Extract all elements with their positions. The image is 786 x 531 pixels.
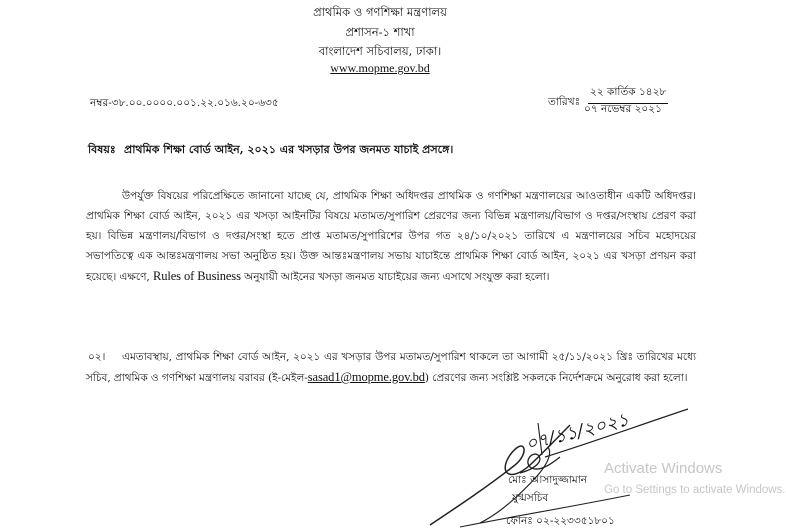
date-gregorian: ০৭ নভেম্বর ২০২১: [584, 103, 662, 115]
paragraph-1: [86, 186, 696, 287]
signatory-name: মোঃ আসাদুজ্জামান: [508, 474, 588, 486]
subject-label: বিষয়ঃ: [88, 143, 116, 156]
branch-name: প্রশাসন-১ শাখা: [345, 25, 415, 39]
activation-watermark-subtitle: Go to Settings to activate Windows.: [604, 484, 786, 496]
paragraph-2-text-end: ) প্রেরণের জন্য সংশ্লিষ্ট সকলকে নির্দেশক্রমে অনুরোধ করা হলো।: [424, 372, 688, 384]
paragraph-2: [86, 347, 696, 388]
subject-text: প্রাথমিক শিক্ষা বোর্ড আইন, ২০২১ এর খসড়ার উপর জনমত যাচাই প্রসঙ্গে।: [124, 143, 454, 156]
memo-number: নম্বর-৩৮.০০.০০০০.০০১.২২.০১৬.২০-৬৩৫: [90, 97, 279, 109]
date-label: তারিখঃ: [548, 96, 581, 108]
email-link[interactable]: sasad1@mopme.gov.bd: [307, 370, 425, 384]
paragraph-2-number: ০২।: [88, 351, 106, 363]
paragraph-2-text: এমতাবস্থায়, প্রাথমিক শিক্ষা বোর্ড আইন, ২০২১ এর খসড়ার উপর মতামত/সুপারিশ থাকলে তা আগামী ২৫/১১/২০২১ খ্রিঃ তারিখের মধ্যে সচিব, প্রাথমিক ও গণশিক্ষা মন্ত্রণালয় বরাবর (ই-মেইল-: [86, 351, 696, 384]
paragraph-1-text: উপর্যুক্ত বিষয়ের পরিপ্রেক্ষিতে জানানো যাচ্ছে যে, প্রাথমিক শিক্ষা অধিদপ্তর প্রাথমিক ও গণশিক্ষা মন্ত্রণালয়ের আওতাধীন একটি অধিদপ্তর। প্রাথমিক শিক্ষা বোর্ড আইন, ২০২১ এর খসড়া আইনটির বিষয়ে মতামত/সুপারিশ প্রেরণের জন্য বিভিন্ন মন্ত্রণালয়/বিভাগ ও দপ্তর/সংস্থায় প্রেরণ করা হয়। বিভিন্ন মন্ত্রণালয়/বিভাগ ও দপ্তর/সংস্থা হতে প্রাপ্ত মতামত/সুপারিশের উপর গত ২৪/১০/২০২১ তারিখে এ মন্ত্রণালয়ের সচিব মহোদয়ের সভাপতিত্বে এক আন্তঃমন্ত্রণালয় সভা অনুষ্ঠিত হয়। উক্ত আন্তঃমন্ত্রণালয় সভায় যাচাইন্তে প্রাথমিক শিক্ষা বোর্ড আইন, ২০২১ এর খসড়া প্রণয়ন করা হয়েছে। এক্ষণে,: [86, 190, 696, 283]
signatory-phone: ফোনঃ ০২-২২৩৩৫১৮০১: [506, 515, 615, 527]
paragraph-1-text-end: অনুযায়ী আইনের খসড়া জনমত যাচাইয়ের জন্য এসাথে সংযুক্ত করা হলো।: [244, 271, 550, 283]
secretariat-address: বাংলাদেশ সচিবালয়, ঢাকা।: [318, 44, 442, 58]
activation-watermark-title: Activate Windows: [604, 460, 723, 477]
date-bangla: ২২ কার্তিক ১৪২৮: [588, 85, 668, 104]
website-link[interactable]: www.mopme.gov.bd: [330, 61, 430, 75]
handwritten-date: ০৭/১১/২০২১: [523, 409, 632, 456]
signatory-designation: যুগ্মসচিব: [512, 492, 549, 504]
ministry-name: প্রাথমিক ও গণশিক্ষা মন্ত্রণালয়: [313, 5, 447, 19]
rules-of-business: Rules of Business: [152, 269, 241, 283]
